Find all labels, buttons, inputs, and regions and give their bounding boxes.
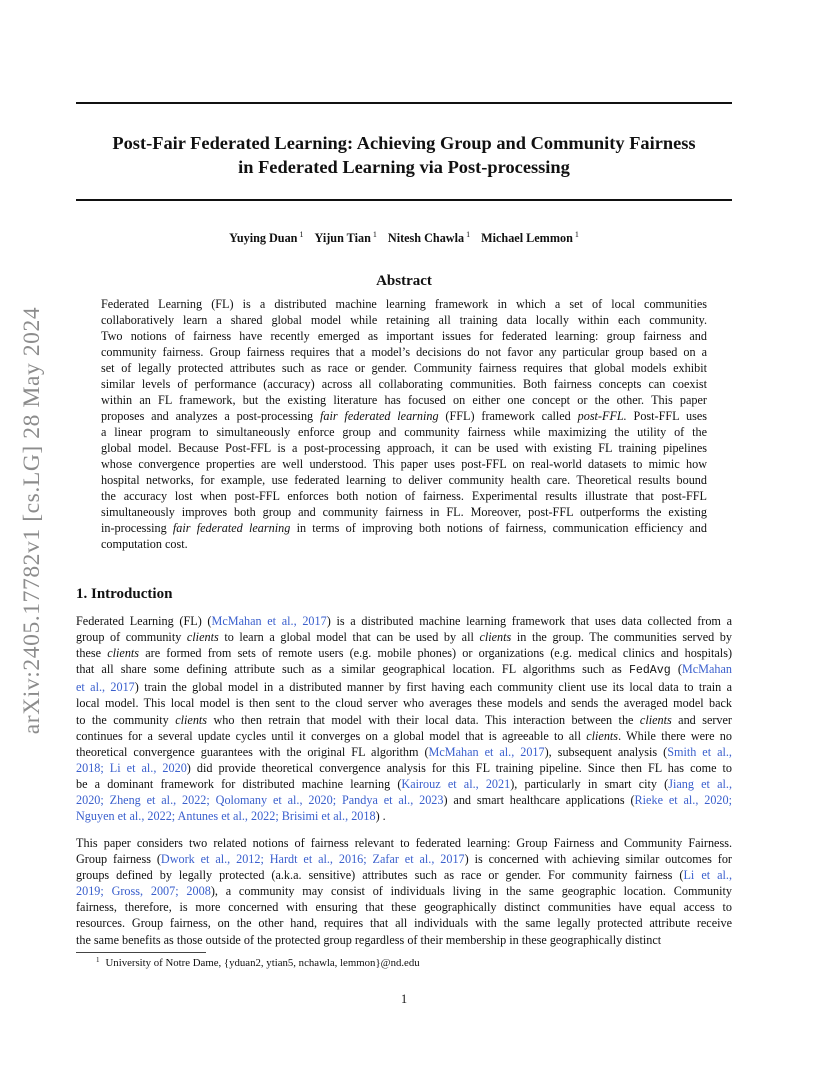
author-list — [76, 230, 732, 246]
text-line: global model. Because Post-FFL is a post-processing approach, it can be used with existing FL training pipelines — [101, 441, 707, 455]
text-line: Federated Learning (FL) (McMahan et al., 2017) is a distributed machine learning framework that uses data collected from a — [76, 614, 732, 628]
text-line: 2020; Zheng et al., 2022; Qolomany et al., 2020; Pandya et al., 2023) and smart healthcare applications (Rieke et al., 2020; — [76, 793, 732, 808]
author: Michael Lemmon $^1$ — [481, 230, 579, 245]
text-line: Federated Learning (FL) is a distributed machine learning framework in which a set of local communities — [101, 297, 707, 311]
section-heading-introduction: 1. Introduction — [76, 586, 173, 602]
page-number: 1 — [400, 992, 408, 1006]
text-line: whose convergence properties are well understood. This paper uses post-FFL on real-world datasets to mimic how — [101, 457, 707, 471]
text-line: computation cost. — [101, 537, 188, 551]
author: Yuying Duan $^1$ — [229, 230, 304, 245]
text-line: the accuracy lost when post-FFL enforces both notion of fairness. Experimental results illustrate that post-FFL — [101, 489, 707, 503]
introduction-paragraph-1 — [76, 613, 732, 824]
text-line: group of community clients to learn a global model that can be used by all clients in the group. The communities served by — [76, 630, 732, 645]
introduction-paragraph-2 — [76, 835, 732, 948]
text-line: This paper considers two related notions of fairness relevant to federated learning: Group Fairness and Community Fairness. — [76, 836, 732, 850]
text-line: set of legally protected attributes such as race or gender. Community fairness requires that global models exhibit — [101, 361, 707, 375]
text-line: continues for a several update cycles until it converges on a global model that is agreeable to all clients. While there were no — [76, 728, 732, 743]
arxiv-identifier: arXiv:2405.17782v1 [cs.LG] 28 May 2024 — [19, 306, 46, 734]
arxiv-side-stamp — [16, 276, 50, 764]
text-line: resources. Group fairness, on the other hand, requires that all individuals with the same legally protected attribute receive — [76, 916, 732, 931]
text-line: fairness, therefore, is more concerned with ensuring that these geographically distinct communities have equal access to — [76, 900, 732, 915]
text-line: Two notions of fairness have recently emerged as important issues for federated learning: group fairness and — [101, 329, 707, 343]
footnote-text: University of Notre Dame, {yduan2, ytian5, nchawla, lemmon}@nd.edu — [105, 957, 420, 969]
text-line: local model. This local model is then sent to the cloud server who averages these models and sends the averaged model back — [76, 696, 732, 711]
footnote-rule — [76, 952, 206, 953]
text-line: 2019; Gross, 2007; 2008), a community may consist of individuals living in the same geographic location. Community — [76, 884, 732, 899]
author: Yijun Tian $^1$ — [314, 230, 377, 245]
text-line: proposes and analyzes a post-processing fair federated learning (FFL) framework called post-FFL. Post-FFL uses — [101, 409, 707, 423]
abstract-heading: Abstract — [376, 273, 432, 289]
text-line: theoretical convergence guarantees with the original FL algorithm (McMahan et al., 2017), subsequent analysis (Smith et al., — [76, 744, 732, 759]
text-line: simultaneously improves both group and community fairness in FL. Moreover, post-FFL outperforms the existing — [101, 505, 707, 519]
abstract-body — [101, 296, 707, 552]
text-line: Nguyen et al., 2022; Antunes et al., 2022; Brisimi et al., 2018) . — [76, 809, 386, 824]
text-line: 2018; Li et al., 2020) did provide theoretical convergence analysis for this FL training pipeline. Since then FL has come to — [76, 760, 732, 775]
footnote-mark: 1 — [96, 956, 100, 964]
text-line: within an FL framework, but the existing literature has focused on either one concept or the other. This paper — [101, 393, 707, 407]
text-line: the same benefits as those outside of the protected group regardless of their membership in these geographically distinct — [76, 932, 662, 947]
text-line: to the community clients who then retrain that model with their local data. This interaction between the clients and server — [76, 712, 732, 727]
text-line: collaboratively learn a shared global model while retaining all training data locally within each community. — [101, 313, 707, 327]
text-line: similar levels of performance (accuracy) across all collaborating communities. Both fairness concepts can coexist — [101, 377, 707, 391]
text-line: a linear program to simultaneously enforce group and community fairness while maximizing the utility of the — [101, 425, 707, 439]
text-line: groups defined by legally protected (a.k.a. sensitive) attributes such as race or gender. For community fairness (Li et al., — [76, 868, 733, 883]
title-line: Post-Fair Federated Learning: Achieving Group and Community Fairness — [112, 133, 696, 153]
text-line: Group fairness (Dwork et al., 2012; Hardt et al., 2016; Zafar et al., 2017) is concerned with achieving similar outcomes for — [76, 852, 732, 867]
text-line: et al., 2017) train the global model in a distributed manner by first having each community client use its local data to train a — [76, 680, 732, 695]
title-rule-top — [76, 102, 732, 104]
text-line: community fairness. Group fairness requires that a model’s decisions do not favor any particular group based on a — [101, 345, 707, 359]
text-line: that all share some defining attribute such as a similar geographical location. FL algorithms such as FedAvg (McMahan — [76, 662, 732, 678]
text-line: these clients are formed from sets of remote users (e.g. mobile phones) or organizations (e.g. medical clinics and hospitals) — [76, 646, 732, 661]
paper-title — [76, 131, 732, 179]
text-line: be a dominant framework for distributed machine learning (Kairouz et al., 2021), particularly in smart city (Jiang et al., — [76, 776, 733, 791]
author: Nitesh Chawla $^1$ — [387, 230, 471, 245]
affiliation-footnote — [96, 956, 420, 969]
text-line: in-processing fair federated learning in terms of improving both notions of fairness, communication efficiency and — [101, 521, 707, 535]
title-line: in Federated Learning via Post-processing — [238, 157, 570, 177]
title-rule-bottom — [76, 199, 732, 201]
text-line: hospital networks, for example, use federated learning to deliver community health care. Theoretical results bound — [101, 473, 707, 487]
